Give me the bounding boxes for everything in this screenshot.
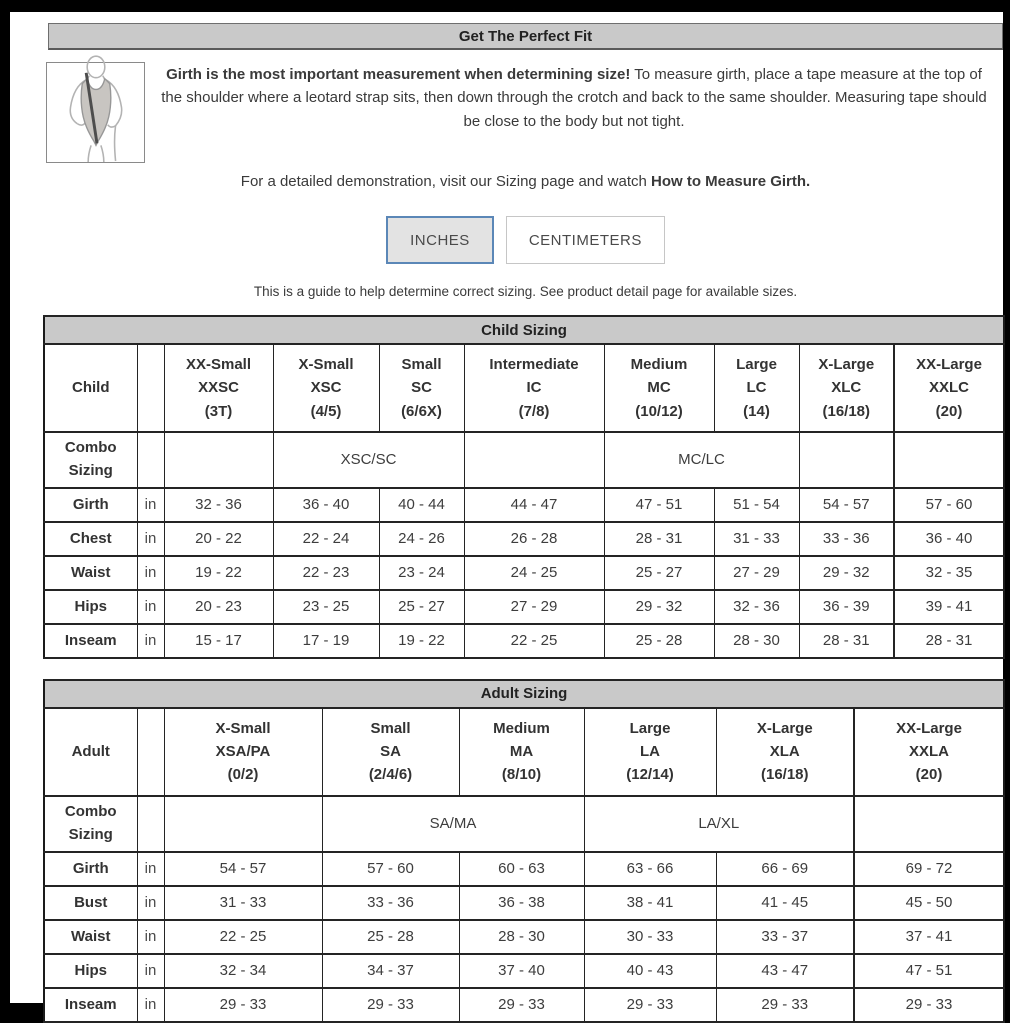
sizing-demo-text	[10, 173, 1003, 190]
girth-intro-text	[145, 62, 999, 163]
table-title: Child Sizing	[44, 316, 1004, 344]
value-cell: 32 - 36	[164, 488, 273, 522]
value-cell: 29 - 33	[459, 988, 584, 1022]
girth-measurement-illustration	[46, 62, 145, 163]
column-header: XX-Large XXLC (20)	[894, 344, 1004, 432]
unit-cell: in	[137, 590, 164, 624]
value-cell: 33 - 36	[799, 522, 894, 556]
value-cell: 63 - 66	[584, 852, 716, 886]
measurement-row-label: Girth	[44, 852, 137, 886]
value-cell: 29 - 33	[716, 988, 854, 1022]
value-cell: 20 - 22	[164, 522, 273, 556]
value-cell: 57 - 60	[894, 488, 1004, 522]
combo-cell	[164, 796, 322, 852]
value-cell: 51 - 54	[714, 488, 799, 522]
adult-sizing-table	[43, 679, 1005, 1023]
combo-sizing-row	[44, 432, 1004, 488]
value-cell: 28 - 30	[714, 624, 799, 658]
demo-prefix-text: For a detailed demonstration, visit our Sizing page and watch	[240, 173, 652, 190]
value-cell: 54 - 57	[164, 852, 322, 886]
header-row	[44, 344, 1004, 432]
value-cell: 25 - 28	[322, 920, 459, 954]
value-cell: 25 - 27	[604, 556, 714, 590]
value-cell: 40 - 44	[379, 488, 464, 522]
value-cell: 44 - 47	[464, 488, 604, 522]
intro-section	[46, 62, 999, 163]
value-cell: 31 - 33	[714, 522, 799, 556]
column-header: X-Large XLC (16/18)	[799, 344, 894, 432]
row-group-header: Child	[44, 344, 137, 432]
value-cell: 34 - 37	[322, 954, 459, 988]
value-cell: 60 - 63	[459, 852, 584, 886]
value-cell: 17 - 19	[273, 624, 379, 658]
table-row	[44, 886, 1004, 920]
unit-cell: in	[137, 954, 164, 988]
header-row	[44, 708, 1004, 796]
table-row	[44, 590, 1004, 624]
table-row	[44, 920, 1004, 954]
value-cell: 23 - 24	[379, 556, 464, 590]
value-cell: 27 - 29	[714, 556, 799, 590]
combo-cell: SA/MA	[322, 796, 584, 852]
sizing-guide-page	[10, 12, 1003, 1013]
intro-rest-text: To measure girth, place a tape measure at the top of the shoulder where a leotard strap sits, then down through the crotch and back to the same shoulder. Measuring tape should be close to the body but not tight.	[161, 66, 987, 130]
measurement-row-label: Hips	[44, 954, 137, 988]
value-cell: 19 - 22	[379, 624, 464, 658]
value-cell: 29 - 33	[584, 988, 716, 1022]
table-title: Adult Sizing	[44, 680, 1004, 708]
column-header: XX-Small XXSC (3T)	[164, 344, 273, 432]
column-header: Small SC (6/6X)	[379, 344, 464, 432]
combo-cell	[854, 796, 1004, 852]
value-cell: 24 - 25	[464, 556, 604, 590]
value-cell: 36 - 38	[459, 886, 584, 920]
value-cell: 22 - 25	[464, 624, 604, 658]
value-cell: 36 - 39	[799, 590, 894, 624]
value-cell: 41 - 45	[716, 886, 854, 920]
leotard-figure-icon	[47, 63, 144, 162]
table-row	[44, 954, 1004, 988]
value-cell: 28 - 31	[894, 624, 1004, 658]
unit-cell: in	[137, 624, 164, 658]
table-row	[44, 988, 1004, 1022]
value-cell: 15 - 17	[164, 624, 273, 658]
unit-cell: in	[137, 886, 164, 920]
measurement-row-label: Girth	[44, 488, 137, 522]
column-header: Medium MA (8/10)	[459, 708, 584, 796]
combo-cell	[464, 432, 604, 488]
value-cell: 22 - 24	[273, 522, 379, 556]
value-cell: 25 - 28	[604, 624, 714, 658]
value-cell: 37 - 40	[459, 954, 584, 988]
column-header: X-Large XLA (16/18)	[716, 708, 854, 796]
value-cell: 23 - 25	[273, 590, 379, 624]
value-cell: 36 - 40	[894, 522, 1004, 556]
value-cell: 36 - 40	[273, 488, 379, 522]
table-row	[44, 624, 1004, 658]
measurement-row-label: Bust	[44, 886, 137, 920]
measurement-row-label: Hips	[44, 590, 137, 624]
table-row	[44, 522, 1004, 556]
column-header: Small SA (2/4/6)	[322, 708, 459, 796]
table-row	[44, 488, 1004, 522]
value-cell: 28 - 31	[799, 624, 894, 658]
value-cell: 37 - 41	[854, 920, 1004, 954]
combo-sizing-row	[44, 796, 1004, 852]
child-sizing-table	[43, 315, 1005, 659]
unit-cell: in	[137, 852, 164, 886]
value-cell: 40 - 43	[584, 954, 716, 988]
column-header: X-Small XSC (4/5)	[273, 344, 379, 432]
combo-unit-cell	[137, 796, 164, 852]
value-cell: 29 - 33	[164, 988, 322, 1022]
value-cell: 47 - 51	[604, 488, 714, 522]
inches-button[interactable]: INCHES	[386, 216, 494, 264]
value-cell: 39 - 41	[894, 590, 1004, 624]
value-cell: 20 - 23	[164, 590, 273, 624]
combo-unit-cell	[137, 432, 164, 488]
value-cell: 29 - 32	[604, 590, 714, 624]
unit-cell: in	[137, 920, 164, 954]
measurement-row-label: Chest	[44, 522, 137, 556]
combo-cell	[799, 432, 894, 488]
value-cell: 43 - 47	[716, 954, 854, 988]
value-cell: 28 - 30	[459, 920, 584, 954]
value-cell: 29 - 32	[799, 556, 894, 590]
combo-sizing-label: Combo Sizing	[44, 796, 137, 852]
unit-cell: in	[137, 988, 164, 1022]
measurement-row-label: Waist	[44, 920, 137, 954]
unit-cell: in	[137, 556, 164, 590]
column-header: Intermediate IC (7/8)	[464, 344, 604, 432]
value-cell: 19 - 22	[164, 556, 273, 590]
unit-cell: in	[137, 522, 164, 556]
unit-toggle	[10, 216, 1003, 264]
value-cell: 31 - 33	[164, 886, 322, 920]
combo-cell	[894, 432, 1004, 488]
measurement-row-label: Inseam	[44, 624, 137, 658]
combo-cell	[164, 432, 273, 488]
value-cell: 30 - 33	[584, 920, 716, 954]
value-cell: 24 - 26	[379, 522, 464, 556]
row-group-header: Adult	[44, 708, 137, 796]
column-header: X-Small XSA/PA (0/2)	[164, 708, 322, 796]
centimeters-button[interactable]: CENTIMETERS	[506, 216, 665, 264]
page-title-text: Get The Perfect Fit	[458, 27, 593, 45]
unit-header	[137, 708, 164, 796]
value-cell: 66 - 69	[716, 852, 854, 886]
value-cell: 57 - 60	[322, 852, 459, 886]
value-cell: 32 - 34	[164, 954, 322, 988]
value-cell: 47 - 51	[854, 954, 1004, 988]
value-cell: 29 - 33	[322, 988, 459, 1022]
value-cell: 22 - 25	[164, 920, 322, 954]
value-cell: 25 - 27	[379, 590, 464, 624]
unit-cell: in	[137, 488, 164, 522]
measurement-row-label: Waist	[44, 556, 137, 590]
value-cell: 29 - 33	[854, 988, 1004, 1022]
value-cell: 33 - 37	[716, 920, 854, 954]
table-row	[44, 556, 1004, 590]
value-cell: 32 - 35	[894, 556, 1004, 590]
value-cell: 33 - 36	[322, 886, 459, 920]
combo-cell: LA/XL	[584, 796, 854, 852]
combo-cell: MC/LC	[604, 432, 799, 488]
sizing-guide-note: This is a guide to help determine correct sizing. See product detail page for available sizes.	[253, 284, 798, 299]
column-header: Medium MC (10/12)	[604, 344, 714, 432]
column-header: Large LA (12/14)	[584, 708, 716, 796]
combo-cell: XSC/SC	[273, 432, 464, 488]
value-cell: 27 - 29	[464, 590, 604, 624]
value-cell: 45 - 50	[854, 886, 1004, 920]
value-cell: 22 - 23	[273, 556, 379, 590]
value-cell: 38 - 41	[584, 886, 716, 920]
page-title	[48, 23, 1003, 50]
column-header: Large LC (14)	[714, 344, 799, 432]
measurement-row-label: Inseam	[44, 988, 137, 1022]
value-cell: 69 - 72	[854, 852, 1004, 886]
demo-bold-text: How to Measure Girth.	[651, 173, 811, 190]
value-cell: 32 - 36	[714, 590, 799, 624]
value-cell: 26 - 28	[464, 522, 604, 556]
intro-bold-text: Girth is the most important measurement when determining size!	[166, 66, 631, 83]
table-row	[44, 852, 1004, 886]
column-header: XX-Large XXLA (20)	[854, 708, 1004, 796]
value-cell: 54 - 57	[799, 488, 894, 522]
combo-sizing-label: Combo Sizing	[44, 432, 137, 488]
unit-header	[137, 344, 164, 432]
value-cell: 28 - 31	[604, 522, 714, 556]
